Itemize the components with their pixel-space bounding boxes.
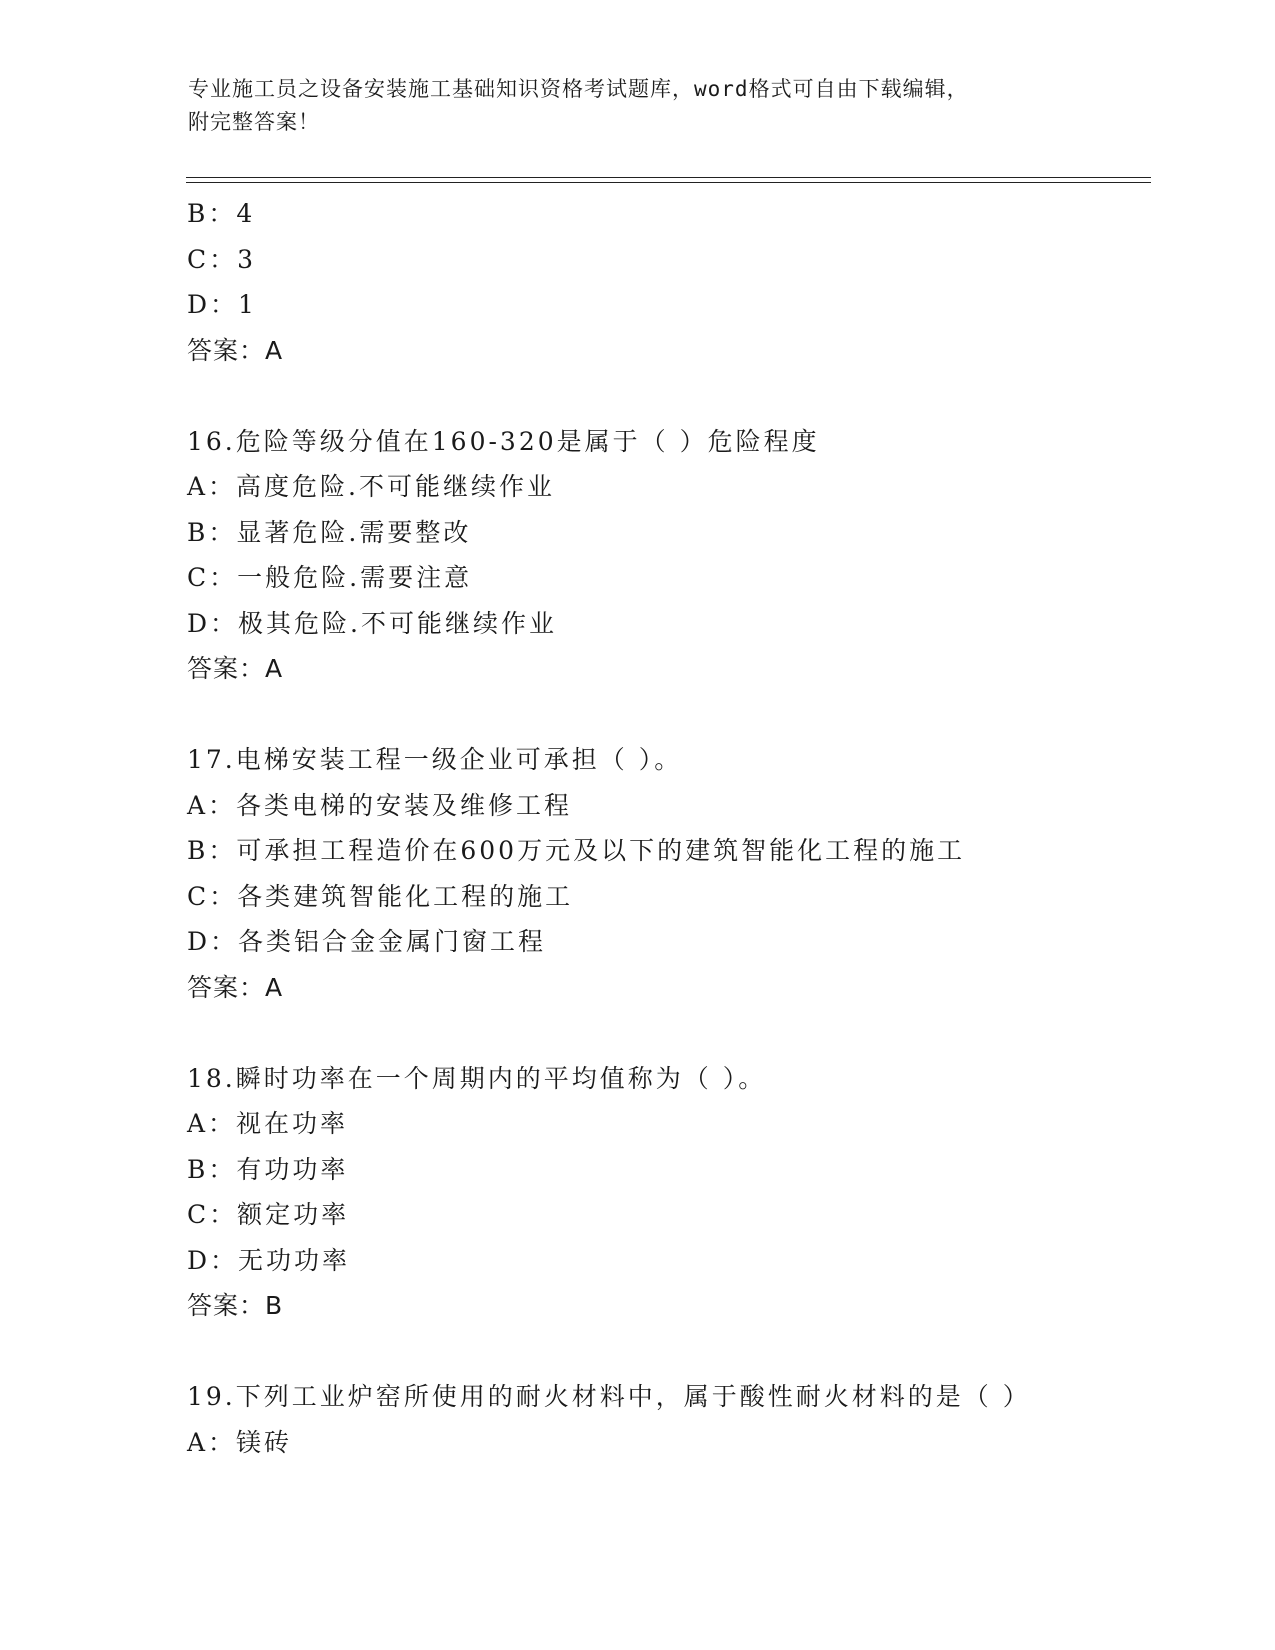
answer: 答案：B (187, 1291, 284, 1320)
header-line-1: 专业施工员之设备安装施工基础知识资格考试题库，word格式可自由下载编辑， (188, 77, 969, 101)
option-c: C：3 (187, 244, 257, 274)
option-a: A：镁砖 (187, 1427, 293, 1457)
option-d: D：各类铝合金金属门窗工程 (187, 927, 547, 956)
header-divider-bottom (186, 182, 1151, 183)
question-stem: 16.危险等级分值在160-320是属于（ ）危险程度 (187, 426, 820, 456)
question-stem: 19.下列工业炉窑所使用的耐火材料中，属于酸性耐火材料的是（ ） (187, 1382, 1031, 1411)
option-c: C：一般危险.需要注意 (187, 563, 473, 592)
question-17 (187, 737, 1187, 1010)
answer: 答案：A (187, 972, 284, 1002)
header-line-2: 附完整答案！ (188, 110, 320, 134)
option-d: D：无功功率 (187, 1245, 351, 1275)
option-a: A：各类电梯的安装及维修工程 (187, 790, 573, 820)
option-d: D：1 (187, 290, 257, 319)
option-a: A：高度危险.不可能继续作业 (187, 472, 556, 501)
option-b: B：显著危险.需要整改 (187, 517, 472, 547)
question-15-tail (187, 191, 1187, 373)
option-b: B：有功功率 (187, 1154, 349, 1184)
document-header (188, 73, 1088, 139)
option-b: B：可承担工程造价在600万元及以下的建筑智能化工程的施工 (187, 836, 966, 865)
question-stem: 18.瞬时功率在一个周期内的平均值称为（ ）。 (187, 1063, 767, 1093)
question-18 (187, 1056, 1187, 1329)
option-c: C：各类建筑智能化工程的施工 (187, 881, 574, 911)
option-a: A：视在功率 (187, 1109, 349, 1138)
question-16 (187, 419, 1187, 692)
answer: 答案：A (187, 335, 284, 365)
question-stem: 17.电梯安装工程一级企业可承担（ ）。 (187, 745, 683, 774)
option-b: B：4 (187, 199, 256, 228)
question-list (187, 191, 1187, 1465)
header-divider-top (186, 177, 1151, 178)
option-c: C：额定功率 (187, 1200, 350, 1229)
answer: 答案：A (187, 654, 284, 683)
option-d: D：极其危险.不可能继续作业 (187, 608, 557, 638)
question-19 (187, 1374, 1187, 1465)
